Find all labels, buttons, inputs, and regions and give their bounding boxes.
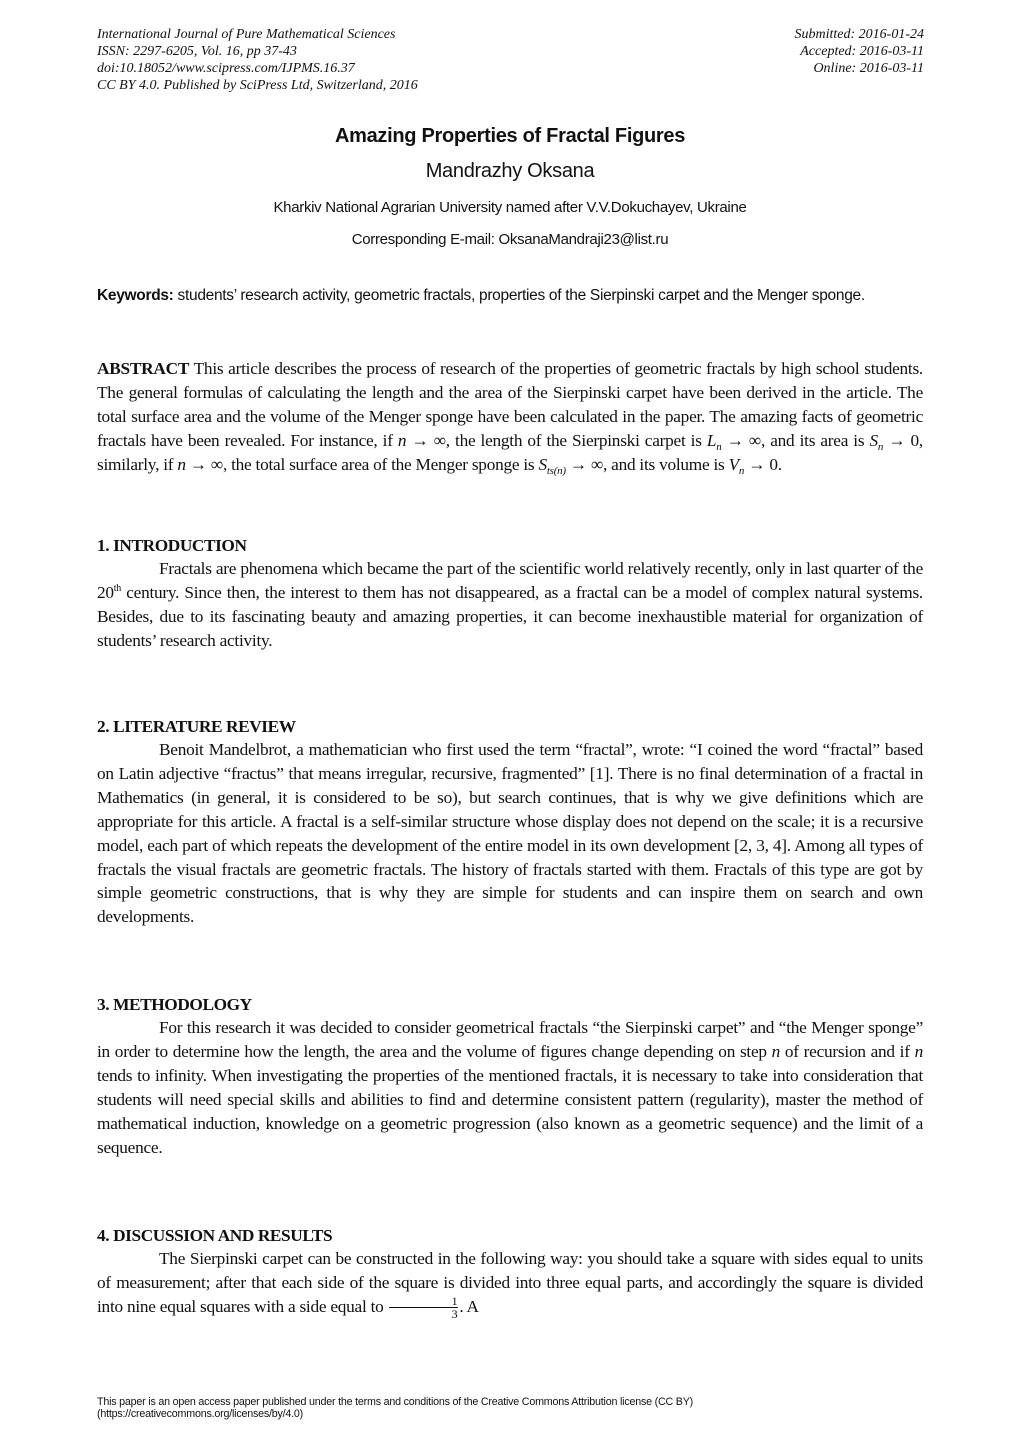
paragraph-text: tends to infinity. When investigating the properties of the mentioned fractals, it is necessary to take into consideration that students will need special skills and abilities to find and determine consistent pattern (regularity), master the method of mathematical induction, knowledge on a geometric progression (also known as a geometric sequence) and the limit of a sequence. <box>97 1065 923 1157</box>
math-n: n <box>177 454 186 474</box>
math-S: S <box>869 430 878 450</box>
section-methodology <box>97 994 923 1159</box>
abstract-text: → ∞, the length of the Sierpinski carpet is <box>406 430 707 450</box>
abstract-label: ABSTRACT <box>97 359 190 378</box>
abstract-text: → ∞, and its area is <box>721 430 870 450</box>
math-n: n <box>397 430 407 450</box>
keywords <box>97 285 923 306</box>
math-sub: ts(п) <box>546 464 566 477</box>
fraction-numerator: 1 <box>389 1295 459 1308</box>
math-L: L <box>706 430 717 450</box>
author-name: Mandrazhy Oksana <box>425 160 595 182</box>
dates-header <box>795 26 924 77</box>
journal-header <box>97 26 418 94</box>
math-sub: n <box>738 464 745 477</box>
section-discussion-results <box>97 1225 923 1320</box>
fraction-one-third <box>389 1295 459 1320</box>
section-heading: 4. DISCUSSION AND RESULTS <box>97 1226 333 1245</box>
submitted-date: Submitted: 2016-01-24 <box>794 27 924 42</box>
journal-name: International Journal of Pure Mathematical Sciences <box>97 27 396 42</box>
paragraph-text: For this research it was decided to consider geometrical fractals “the Sierpinski carpet” and “the Menger sponge” in order to determine how the length, the area and the volume of figures change depending on step <box>97 1018 923 1061</box>
section-heading: 3. METHODOLOGY <box>97 995 252 1014</box>
journal-doi: doi:10.18052/www.scipress.com/IJPMS.16.37 <box>97 61 355 76</box>
section-heading: 2. LITERATURE REVIEW <box>97 717 296 736</box>
author-affiliation: Kharkiv National Agrarian University named after V.V.Dokuchayev, Ukraine <box>273 199 747 216</box>
math-sub: n <box>877 440 884 453</box>
license-text: This paper is an open access paper published under the terms and conditions of the Creative Commons Attribution license (CC BY) <box>97 1396 693 1408</box>
superscript: th <box>113 582 122 594</box>
license-footer <box>97 1396 693 1420</box>
corresponding-email: Corresponding E-mail: OksanaMandraji23@list.ru <box>351 231 669 248</box>
paragraph <box>97 557 923 653</box>
abstract-text: → ∞, and its volume is <box>565 454 729 474</box>
abstract-text: → 0, similarly, if <box>97 430 923 474</box>
keywords-label: Keywords: <box>97 287 174 304</box>
abstract-text: This article describes the process of research of the properties of geometric fractals by high school students. The general formulas of calculating the length and the area of the Sierpinski carpet have been derived in the article. The total surface area and the volume of the Menger sponge have been calculated in the paper. The amazing facts of geometric fractals have been revealed. For instance, if <box>97 359 923 450</box>
abstract <box>97 357 923 477</box>
math-sub: n <box>716 440 722 453</box>
license-link[interactable]: (https://creativecommons.org/licenses/by/4.0) <box>97 1408 304 1420</box>
math-V: V <box>728 454 739 474</box>
online-date: Online: 2016-03-11 <box>813 61 924 76</box>
paper-title: Amazing Properties of Fractal Figures <box>334 125 686 147</box>
paragraph <box>97 1016 923 1159</box>
section-literature-review <box>97 716 923 929</box>
keywords-text: students’ research activity, geometric fractals, properties of the Sierpinski carpet and the Menger sponge. <box>173 287 865 304</box>
paragraph-text: . A <box>459 1296 479 1316</box>
math-S-ts: S <box>538 454 547 474</box>
abstract-text: → ∞, the total surface area of the Menger sponge is <box>185 454 539 474</box>
accepted-date: Accepted: 2016-03-11 <box>800 44 924 59</box>
journal-license: CC BY 4.0. Published by SciPress Ltd, Switzerland, 2016 <box>97 78 418 93</box>
math-n: n <box>771 1041 781 1061</box>
paragraph-text: century. Since then, the interest to them has not disappeared, as a fractal can be a model of complex natural systems. Besides, due to its fascinating beauty and amazing properties, it can become inexhaustible material for organization of students’ research activity. <box>97 582 923 650</box>
paragraph <box>97 1247 923 1320</box>
paragraph-text: of recursion and if <box>780 1041 915 1061</box>
abstract-text: → 0. <box>744 454 782 474</box>
section-heading: 1. INTRODUCTION <box>97 536 247 555</box>
fraction-denominator: 3 <box>451 1307 458 1322</box>
paragraph-text: The Sierpinski carpet can be constructed in the following way: you should take a square with sides equal to units of measurement; after that each side of the square is divided into three equal parts, and accordingly the square is divided into nine equal squares with a side equal to <box>97 1249 923 1316</box>
journal-issn: ISSN: 2297-6205, Vol. 16, pp 37-43 <box>97 44 297 59</box>
math-n: n <box>914 1041 923 1061</box>
paragraph: Benoit Mandelbrot, a mathematician who first used the term “fractal”, wrote: “I coined the word “fractal” based on Latin adjective “fractus” that means irregular, recursive, fragmented” [1]. There is no final determination of a fractal in Mathematics (in general, it is considered to be so), but search continues, that is why we give definitions which are appropriate for this article. A fractal is a self-similar structure whose display does not depend on the scale; it is a recursive model, each part of which repeats the development of the entire model in its own development [2, 3, 4]. Among all types of fractals the visual fractals are geometric fractals. The history of fractals started with them. Fractals of this type are got by simple geometric constructions, that is why they are simple for students and can inspire them on search and own developments. <box>97 740 923 927</box>
section-introduction <box>97 535 923 653</box>
paragraph-text: Fractals are phenomena which became the part of the scientific world relatively recently, only in last quarter of the 20 <box>97 559 923 602</box>
